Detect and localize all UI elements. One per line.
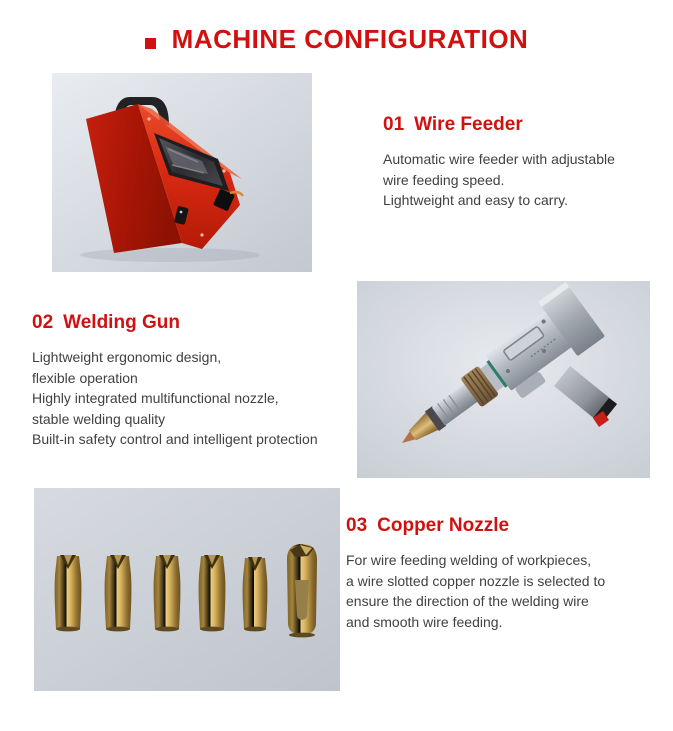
section-copper-nozzle: [346, 514, 661, 632]
section-welding-gun: [32, 311, 362, 450]
section-01-description: [383, 149, 658, 211]
red-square-bullet: [145, 38, 156, 49]
page-title-row: [0, 24, 673, 55]
section-01-heading: [383, 113, 658, 136]
page-title: MACHINE CONFIGURATION: [171, 24, 529, 54]
description-line: a wire slotted copper nozzle is selected to: [346, 572, 606, 589]
copper-nozzle-photo: [34, 488, 340, 691]
description-line: Lightweight ergonomic design,: [32, 349, 222, 365]
section-02-description: [32, 347, 362, 450]
description-line: ensure the direction of the welding wire: [346, 593, 589, 609]
wire-feeder-photo: [52, 73, 312, 272]
section-03-heading: [346, 514, 661, 537]
section-number: 01: [383, 114, 405, 135]
section-03-description: [346, 550, 661, 632]
description-line: and smooth wire feeding.: [346, 613, 503, 630]
description-line: Automatic wire feeder with adjustable: [383, 151, 615, 167]
section-02-heading: [32, 311, 362, 334]
section-title: Welding Gun: [63, 312, 180, 333]
description-line: stable welding quality: [32, 410, 166, 427]
description-line: Lightweight and easy to carry.: [383, 192, 568, 208]
description-line: Built-in safety control and intelligent protection: [32, 431, 318, 447]
welding-gun-photo: [357, 281, 650, 478]
section-title: Copper Nozzle: [377, 515, 510, 536]
description-line: flexible operation: [32, 369, 138, 386]
section-title: Wire Feeder: [414, 114, 523, 135]
description-line: Highly integrated multifunctional nozzle,: [32, 390, 279, 406]
section-wire-feeder: [383, 113, 658, 211]
section-number: 02: [32, 312, 54, 333]
description-line: wire feeding speed.: [383, 171, 505, 188]
section-number: 03: [346, 515, 368, 536]
description-line: For wire feeding welding of workpieces,: [346, 552, 592, 568]
